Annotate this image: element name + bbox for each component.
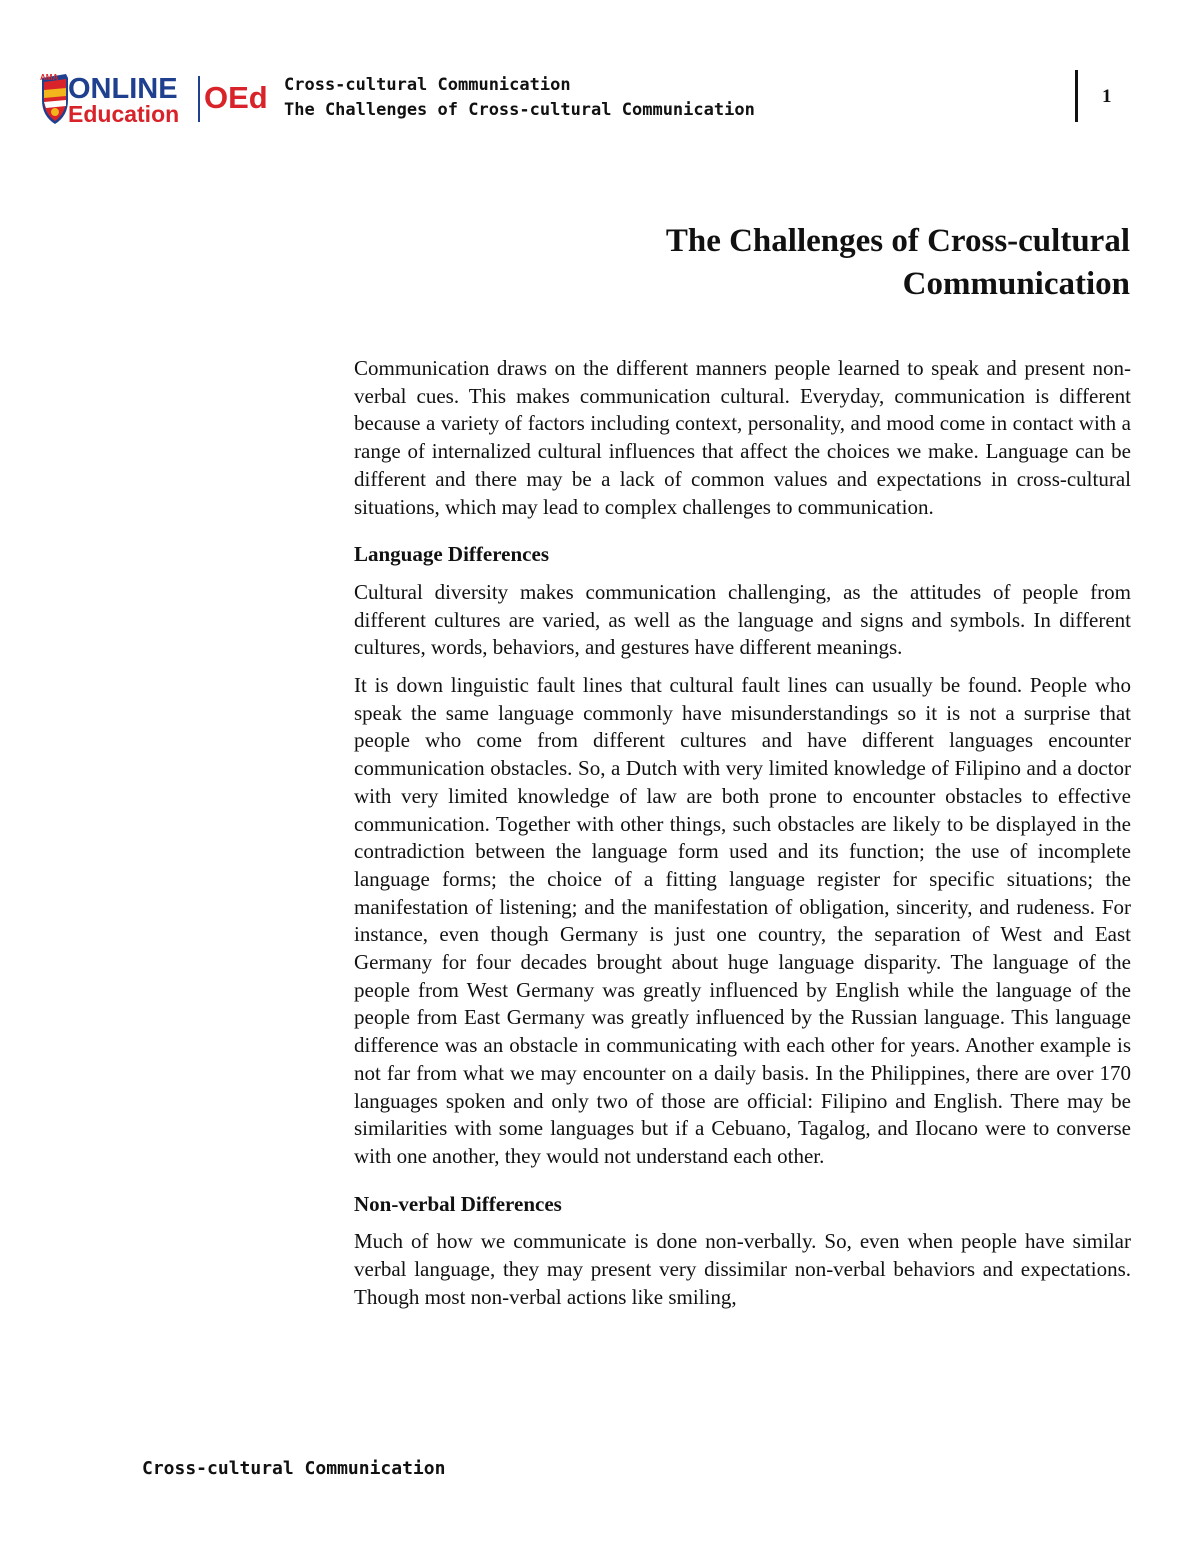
language-paragraph-1: Cultural diversity makes communication challenging, as the attitudes of people from different cultures are varied, as well as the language and signs and symbols. In different cultures, words, behaviors, and gestures have different meanings. (354, 579, 1131, 660)
nonverbal-differences-heading: Non-verbal Differences (354, 1191, 562, 1216)
nonverbal-paragraph-1: Much of how we communicate is done non-verbally. So, even when people have similar verbal language, they may present very dissimilar non-verbal behaviors and expectations. Though most non-verbal actions like smiling, (354, 1229, 1131, 1309)
intro-paragraph: Communication draws on the different manners people learned to speak and present non-verbal cues. This makes communication cultural. Everyday, communication is different because a variety of factors including context, personality, and mood come in contact with a range of internalized cultural influences that affect the choices we make. Language can be different and there may be a lack of common values and expectations in cross-cultural situations, which may lead to complex challenges to communication. (354, 356, 1131, 519)
page-title: The Challenges of Cross-cultural Communication (665, 223, 1130, 302)
document-body (354, 355, 1131, 1322)
logo-word-online: ONLINE (68, 73, 178, 105)
running-header (284, 73, 755, 123)
online-education-logo (38, 70, 273, 126)
language-paragraph-2: It is down linguistic fault lines that cultural fault lines can usually be found. People who speak the same language commonly have misunderstandings so it is not a surprise that people who come from different cultures and have different languages encounter communication obstacles. So, a Dutch with very limited knowledge of Filipino and a doctor with very limited knowledge of law are both prone to encounter obstacles to effective communication. Together with other things, such obstacles are likely to be displayed in the contradiction between the language form used and its function; the use of incomplete language forms; the choice of a fitting language register for specific situations; the manifestation of listening; and the manifestation of obligation, sincerity, and rudeness. For instance, even though Germany is just one country, the separation of West and East Germany for four decades brought about huge language disparity. The language of the people from West Germany was greatly influenced by English while the language of the people from East Germany was greatly influenced by the Russian language. This language difference was an obstacle in communicating with each other for years. Another example is not far from what we may encounter on a daily basis. In the Philippines, there are over 170 languages spoken and only two of those are official: Filipino and English. There may be similarities with some languages but if a Cebuano, Tagalog, and Ilocano were to converse with one another, they would not understand each other. (354, 673, 1131, 1168)
page-number: 1 (1102, 86, 1112, 107)
header-lesson-title: The Challenges of Cross-cultural Communication (284, 100, 755, 120)
logo-word-oed: OEd (204, 80, 268, 115)
shield-label: AMA (40, 73, 59, 82)
running-footer: Cross-cultural Communication (142, 1458, 446, 1479)
language-differences-heading: Language Differences (354, 542, 549, 567)
logo-word-education: Education (68, 101, 180, 126)
header-course-title: Cross-cultural Communication (284, 75, 571, 95)
header-divider (1075, 70, 1078, 122)
